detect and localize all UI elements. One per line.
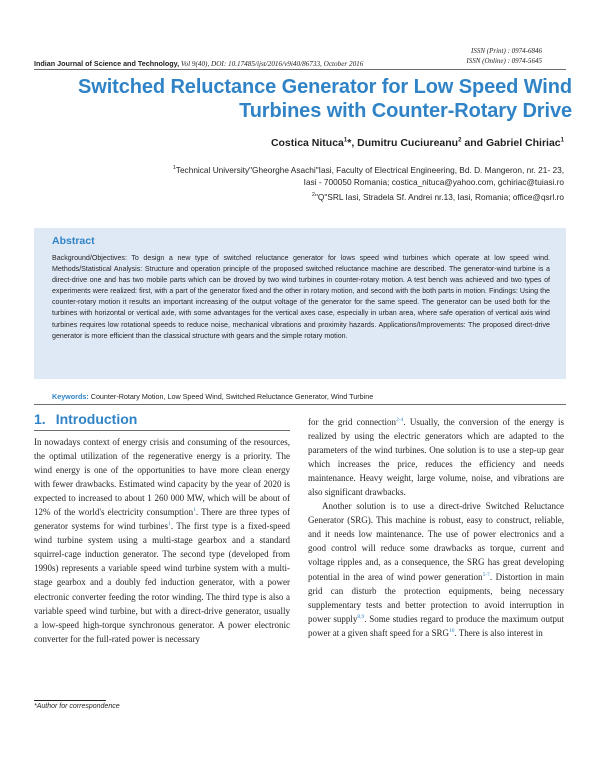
- citation-link[interactable]: 8,9: [357, 613, 365, 620]
- paragraph-text: Another solution is to use a direct-drive Switched Reluctance Generator (SRG). This machine is robust, easy to construct, reliable, and it needs low maintenance. The use of power electronics and a good control will reduce some drawbacks as torque, current and voltage ripples and, as a consequence, the SRG has great developing potential in the area of wind power generation: [308, 501, 564, 582]
- affiliation-line: [173, 162, 564, 176]
- author-separator: ,: [351, 137, 358, 149]
- footnote: *Author for correspondence: [34, 703, 120, 710]
- corresponding-mark: *: [347, 137, 352, 149]
- paragraph: [34, 435, 290, 646]
- issn-block: [466, 46, 542, 66]
- affiliation-mark: 1: [172, 165, 176, 171]
- affiliation-line: Iasi - 700050 Romania; costica_nituca@yahoo.com, gchiriac@tuiasi.ro: [303, 177, 564, 188]
- journal-reference: Vol 9(40), DOI: 10.17485/ijst/2016/v9i40/86733, October 2016: [179, 60, 364, 68]
- affiliation-text: "Q"SRL Iasi, Stradela Sf. Andrei nr.13, Iasi, Romania; office@qsrl.ro: [314, 191, 564, 202]
- affiliation-mark: 2: [311, 191, 315, 198]
- issn-print: ISSN (Print) : 0974-6846: [471, 47, 542, 55]
- citation-link[interactable]: 2-4: [396, 417, 404, 423]
- author-name: Costica Nituca: [270, 137, 344, 149]
- issn-online: ISSN (Online) : 0974-5645: [466, 57, 542, 65]
- paragraph-text: for the grid connection: [308, 417, 397, 427]
- affiliation-text: Technical University"Gheorghe Asachi"Iasi, Faculty of Electrical Engineering, Bd. D. Mangeron, nr. 21- 23,: [175, 164, 564, 175]
- paragraph-text: . Some studies regard to produce the maximum output power at a given shaft speed for a SRG: [308, 613, 565, 638]
- paragraph: [308, 415, 564, 499]
- citation-link[interactable]: 1: [193, 507, 196, 514]
- citation-link[interactable]: 1: [168, 521, 171, 528]
- section-heading: [34, 411, 137, 427]
- paragraph-text: In nowadays context of energy crisis and consuming of the resources, the optimal utilization of the regenerative energy is a priority. The wind energy is one of the opportunities to have more clean energy with fewer drawbacks. Estimated wind capacity by the year of 2020 is expected to increased to about 1 260 000 MW, which will be about of 12% of the world's electricity consumption: [34, 437, 290, 518]
- citation-link[interactable]: 5-7: [482, 571, 490, 578]
- author-affil-mark: 1: [560, 137, 564, 144]
- keywords-rule: [34, 404, 566, 405]
- journal-name: Indian Journal of Science and Technology,: [34, 59, 180, 68]
- keywords: [52, 392, 373, 401]
- body-column-right: [308, 415, 564, 640]
- body-column-left: [34, 435, 290, 646]
- citation-link[interactable]: 10: [448, 627, 455, 634]
- paragraph-text: . There are three types of generator systems for wind turbines: [34, 507, 291, 532]
- footnote-rule: [34, 700, 106, 701]
- keywords-label: Keywords:: [52, 392, 89, 401]
- abstract-box: [34, 228, 566, 379]
- keywords-text: Counter-Rotary Motion, Low Speed Wind, Switched Reluctance Generator, Wind Turbine: [88, 392, 374, 401]
- author-name: Gabriel Chiriac: [485, 137, 561, 149]
- affiliations: [173, 162, 564, 203]
- author-separator: and: [461, 137, 486, 149]
- paragraph-text: . There is also interest in: [454, 627, 543, 638]
- affiliation-line: [173, 189, 564, 203]
- abstract-heading: Abstract: [52, 235, 95, 247]
- paper-title: Switched Reluctance Generator for Low Speed Wind Turbines with Counter-Rotary Drive: [78, 76, 572, 122]
- author-affil-mark: 1: [343, 137, 348, 144]
- paragraph-text: . The first type is a fixed-speed wind turbine system using a multi-stage gearbox and a standard squirrel-cage induction generator. The second type (developed from 1990s) represents a variable speed wind turbine system with a multi-stage gearbox and a doubly fed induction generator, with a power electronic converter feeding the rotor winding. The third type is also a variable speed wind turbine, but with a direct-drive generator, usually a low-speed high-torque synchronous generator. A power electronic converter for the full-rated power is necessary: [34, 521, 290, 644]
- abstract-text: Background/Objectives: To design a new type of switched reluctance generator for lows speed wind turbines which operate at low speed wind. Methods/Statistical Analysis: Structure and operation principle of the proposed switched reluctance machine are described. The generator-wind turbine is a direct-drive one and has two mobile parts which can be droved by two wind turbines in counter-rotary motion. A test bench was achieved and two types of experiments were realized: first, with a part of the generator fixed and the other in rotary motion, and second with the both parts in motion. Findings: Using the counter-rotary motion it results an important increasing of the output voltage of the generator for the same speed. The generator can be used both for the turbines with horizontal or vertical axle, with some advantages for the vertical axes case, especially in urban area, where safe operation of vertical axis wind turbines requires low rotational speeds to reduce noise, mechanical vibrations and proximity hazards. Applications/Improvements: The proposed direct-drive generator is more efficient than the classical structure with gears and the simple rotary motion.: [52, 254, 550, 340]
- section-number: 1.: [34, 411, 46, 427]
- section-title: Introduction: [55, 411, 138, 427]
- author-affil-mark: 2: [458, 137, 462, 144]
- paragraph: [308, 499, 564, 639]
- section-rule: [34, 430, 290, 431]
- journal-citation: [34, 59, 363, 69]
- author-name: Dumitru Cuciureanu: [357, 137, 459, 149]
- paragraph-text: . Distortion in main grid can disturb the protection equipments, being necessary supplementary tests and better protection to avoid interruption in power supply: [308, 571, 564, 624]
- paragraph-text: . Usually, the conversion of the energy is realized by using the electric generators which are adapted to the parameters of the wind turbines. One solution is to use a step-up gear which increases the price, reduces the efficiency and needs maintenance. Heavy weight, large volume, noise, and vibrations are also significant drawbacks.: [308, 417, 564, 498]
- author-list: [271, 137, 564, 149]
- header-rule: [34, 69, 566, 70]
